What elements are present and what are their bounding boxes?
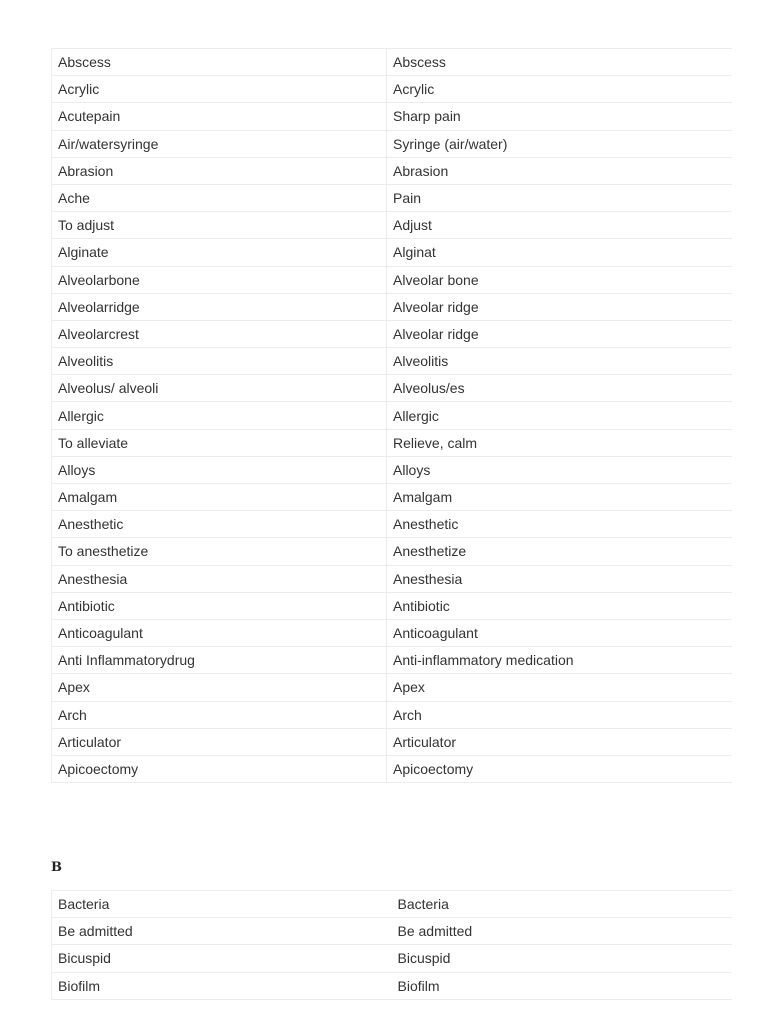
table-row	[52, 320, 733, 347]
table-row	[52, 130, 733, 157]
translation-cell: Bacteria	[392, 891, 733, 918]
glossary-table-b-body	[52, 891, 733, 1000]
term-cell: Amalgam	[52, 484, 387, 511]
glossary-table-b	[51, 890, 732, 1000]
term-cell: Arch	[52, 701, 387, 728]
translation-cell: Alveolar bone	[387, 266, 733, 293]
translation-cell: Acrylic	[387, 76, 733, 103]
table-row	[52, 538, 733, 565]
glossary-table-a-body	[52, 49, 733, 783]
translation-cell: Abrasion	[387, 157, 733, 184]
table-row	[52, 755, 733, 782]
term-cell: Biofilm	[52, 972, 392, 999]
translation-cell: Anesthesia	[387, 565, 733, 592]
table-row	[52, 918, 733, 945]
term-cell: Bacteria	[52, 891, 392, 918]
table-row	[52, 674, 733, 701]
table-row	[52, 212, 733, 239]
translation-cell: Articulator	[387, 728, 733, 755]
table-row	[52, 511, 733, 538]
table-row	[52, 429, 733, 456]
term-cell: Abscess	[52, 49, 387, 76]
term-cell: To adjust	[52, 212, 387, 239]
table-row	[52, 402, 733, 429]
table-row	[52, 49, 733, 76]
translation-cell: Anticoagulant	[387, 619, 733, 646]
translation-cell: Relieve, calm	[387, 429, 733, 456]
table-row	[52, 456, 733, 483]
term-cell: Anesthetic	[52, 511, 387, 538]
table-row	[52, 945, 733, 972]
term-cell: Allergic	[52, 402, 387, 429]
term-cell: Articulator	[52, 728, 387, 755]
translation-cell: Biofilm	[392, 972, 733, 999]
term-cell: Alloys	[52, 456, 387, 483]
term-cell: Abrasion	[52, 157, 387, 184]
table-row	[52, 484, 733, 511]
term-cell: Anesthesia	[52, 565, 387, 592]
translation-cell: Be admitted	[392, 918, 733, 945]
translation-cell: Apex	[387, 674, 733, 701]
term-cell: Alveolus/ alveoli	[52, 375, 387, 402]
table-row	[52, 184, 733, 211]
translation-cell: Amalgam	[387, 484, 733, 511]
translation-cell: Alveolus/es	[387, 375, 733, 402]
term-cell: To anesthetize	[52, 538, 387, 565]
table-row	[52, 266, 733, 293]
term-cell: Air/watersyringe	[52, 130, 387, 157]
translation-cell: Alveolar ridge	[387, 293, 733, 320]
term-cell: Anticoagulant	[52, 619, 387, 646]
term-cell: Ache	[52, 184, 387, 211]
table-row	[52, 375, 733, 402]
table-row	[52, 701, 733, 728]
glossary-table-a	[51, 48, 732, 783]
term-cell: Antibiotic	[52, 592, 387, 619]
table-row	[52, 293, 733, 320]
translation-cell: Alloys	[387, 456, 733, 483]
translation-cell: Adjust	[387, 212, 733, 239]
term-cell: Apicoectomy	[52, 755, 387, 782]
translation-cell: Anesthetic	[387, 511, 733, 538]
table-row	[52, 76, 733, 103]
term-cell: Acutepain	[52, 103, 387, 130]
table-row	[52, 239, 733, 266]
translation-cell: Alveolar ridge	[387, 320, 733, 347]
translation-cell: Syringe (air/water)	[387, 130, 733, 157]
translation-cell: Apicoectomy	[387, 755, 733, 782]
translation-cell: Anti-inflammatory medication	[387, 647, 733, 674]
table-row	[52, 348, 733, 375]
translation-cell: Antibiotic	[387, 592, 733, 619]
term-cell: Alginate	[52, 239, 387, 266]
term-cell: Acrylic	[52, 76, 387, 103]
translation-cell: Sharp pain	[387, 103, 733, 130]
page-bottom-blank	[51, 1000, 732, 1024]
term-cell: Anti Inflammatorydrug	[52, 647, 387, 674]
translation-cell: Pain	[387, 184, 733, 211]
translation-cell: Alveolitis	[387, 348, 733, 375]
table-row	[52, 619, 733, 646]
table-row	[52, 592, 733, 619]
table-row	[52, 157, 733, 184]
table-row	[52, 565, 733, 592]
table-row	[52, 972, 733, 999]
term-cell: Alveolarbone	[52, 266, 387, 293]
translation-cell: Arch	[387, 701, 733, 728]
translation-cell: Bicuspid	[392, 945, 733, 972]
term-cell: Bicuspid	[52, 945, 392, 972]
term-cell: Apex	[52, 674, 387, 701]
translation-cell: Anesthetize	[387, 538, 733, 565]
term-cell: Be admitted	[52, 918, 392, 945]
table-row	[52, 728, 733, 755]
table-row	[52, 103, 733, 130]
table-row	[52, 647, 733, 674]
term-cell: Alveolitis	[52, 348, 387, 375]
term-cell: To alleviate	[52, 429, 387, 456]
translation-cell: Abscess	[387, 49, 733, 76]
translation-cell: Allergic	[387, 402, 733, 429]
term-cell: Alveolarcrest	[52, 320, 387, 347]
section-heading-b: B	[51, 860, 62, 875]
table-row	[52, 891, 733, 918]
term-cell: Alveolarridge	[52, 293, 387, 320]
translation-cell: Alginat	[387, 239, 733, 266]
